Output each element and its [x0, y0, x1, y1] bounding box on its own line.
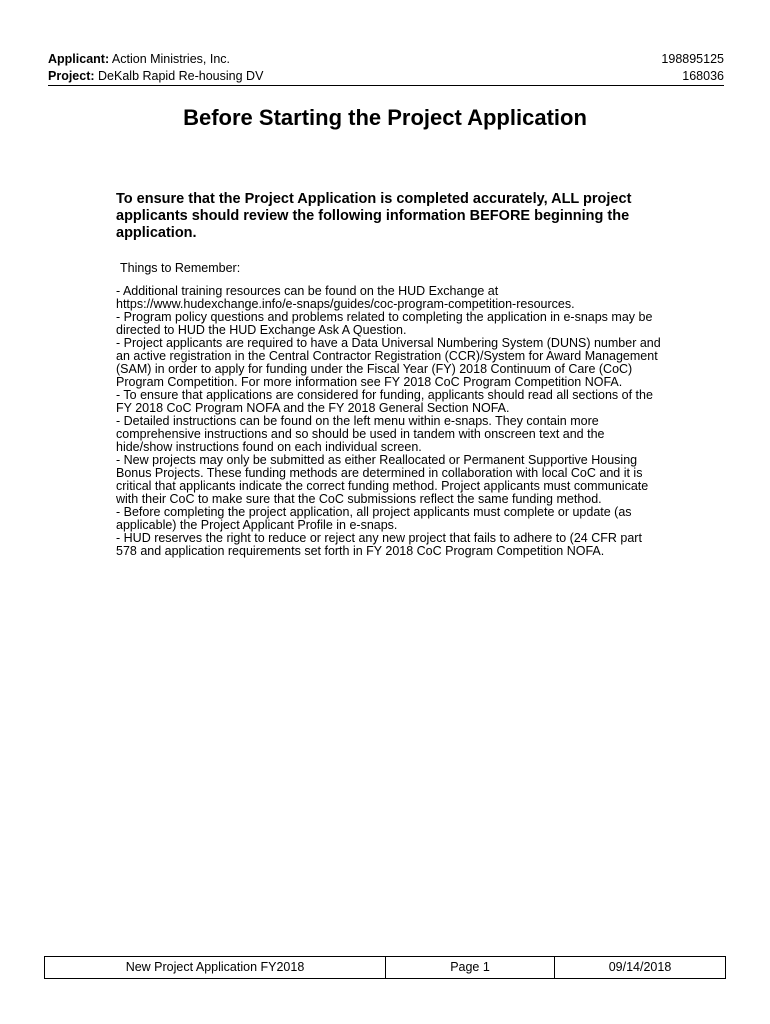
page-header	[48, 51, 724, 86]
project-id: 168036	[682, 69, 724, 83]
applicant-id: 198895125	[661, 52, 724, 66]
footer-date: 09/14/2018	[608, 960, 672, 974]
intro-paragraph: To ensure that the Project Application is completed accurately, ALL project applicants should review the following information BEFORE beginning the application.	[116, 191, 632, 241]
instruction-item: - New projects may only be submitted as either Reallocated or Permanent Supportive Housing Bonus Projects. These funding methods are determined in collaboration with local CoC and it is critical that applicants indicate the correct funding method. Project applicants must communicate with their CoC to make sure that the CoC submissions reflect the same funding method.	[116, 453, 649, 506]
instructions-body	[116, 285, 661, 558]
applicant-info	[48, 51, 230, 68]
applicant-name: Action Ministries, Inc.	[111, 52, 230, 66]
instruction-item: - HUD reserves the right to reduce or reject any new project that fails to adhere to (24 CFR part 578 and application requirements set forth in FY 2018 CoC Program Competition NOFA.	[116, 531, 642, 558]
footer-form-name: New Project Application FY2018	[45, 957, 386, 978]
applicant-label: Applicant:	[48, 52, 110, 66]
project-info	[48, 68, 263, 85]
instruction-item: - To ensure that applications are considered for funding, applicants should read all sections of the FY 2018 CoC Program NOFA and the FY 2018 General Section NOFA.	[116, 388, 653, 415]
footer-page-number: Page 1	[386, 957, 555, 978]
applicant-row	[48, 51, 724, 68]
instruction-item: - Before completing the project application, all project applicants must complete or update (as applicable) the Project Applicant Profile in e-snaps.	[116, 505, 632, 532]
page-footer	[44, 956, 726, 979]
instruction-item: - Detailed instructions can be found on the left menu within e-snaps. They contain more comprehensive instructions and so should be used in tandem with onscreen text and the hide/show instructions found on each individual screen.	[116, 414, 605, 454]
instruction-item: - Additional training resources can be found on the HUD Exchange at https://www.hudexchange.info/e-snaps/guides/coc-program-competition-resources.	[116, 284, 575, 311]
instruction-item: - Program policy questions and problems related to completing the application in e-snaps may be directed to HUD the HUD Exchange Ask A Question.	[116, 310, 653, 337]
page-title: Before Starting the Project Application	[183, 105, 587, 130]
things-heading: Things to Remember:	[120, 261, 241, 275]
instruction-item: - Project applicants are required to have a Data Universal Numbering System (DUNS) number and an active registration in the Central Contractor Registration (CCR)/System for Award Management (SAM) in order to apply for funding under the Fiscal Year (FY) 2018 Continuum of Care (CoC) Program Competition. For more information see FY 2018 CoC Program Competition NOFA.	[116, 336, 661, 389]
project-row	[48, 68, 724, 85]
project-name: DeKalb Rapid Re-housing DV	[98, 69, 264, 83]
project-label: Project:	[48, 69, 95, 83]
